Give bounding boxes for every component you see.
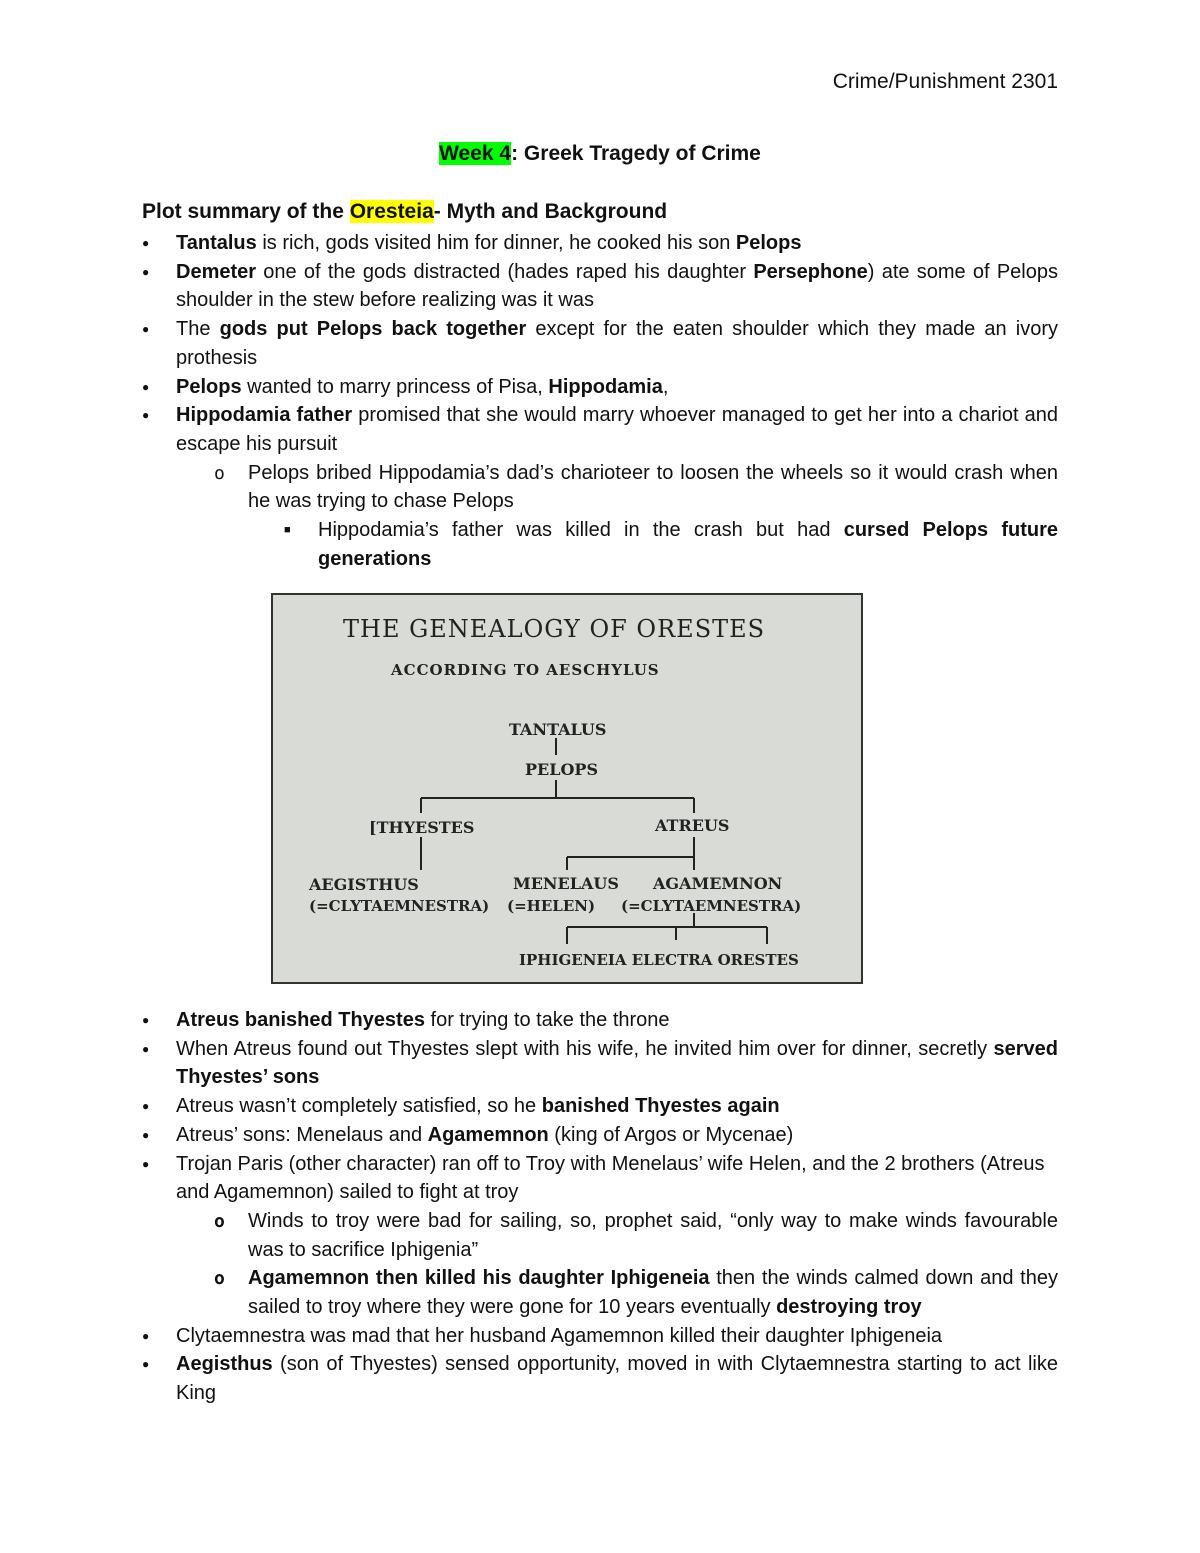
node-children: IPHIGENEIA ELECTRA ORESTES <box>519 951 799 969</box>
list-item-bold: Tantalus <box>176 232 257 254</box>
list-item-bold: Pelops <box>735 232 802 254</box>
list-item-text: then the winds calmed down and they sailed to troy where they were gone for 10 years eventually <box>248 1267 1058 1319</box>
list-item <box>142 229 1058 258</box>
node-aegisthus: AEGISTHUS <box>309 875 419 894</box>
bullet-icon <box>142 373 176 404</box>
list-item-text: , <box>662 375 669 398</box>
node-tantalus: TANTALUS <box>509 720 607 739</box>
bullet-icon <box>142 1322 176 1353</box>
list-item-text: Trojan Paris (other character) ran off to Troy with Menelaus’ wife Helen, and the 2 brothers (Atreus and Agamemnon) sailed to fight at troy <box>176 1152 1045 1204</box>
list-item-text: wanted to marry princess of Pisa, <box>241 375 549 398</box>
list-item-bold: Aegisthus <box>176 1353 273 1376</box>
list-item-text: one of the gods distracted (hades raped his daughter <box>256 260 754 283</box>
list-item <box>142 1121 1058 1150</box>
page-title <box>0 142 1200 166</box>
node-spouse-clytaemnestra-2: (=CLYTAEMNESTRA) <box>621 897 802 915</box>
bullet-icon <box>142 401 176 432</box>
list-item-bold: Hippodamia father <box>176 404 353 427</box>
section-suffix: - Myth and Background <box>433 200 668 223</box>
plot-list-1 <box>142 229 1058 573</box>
list-item <box>142 459 1058 516</box>
page-header: Crime/Punishment 2301 <box>832 70 1058 93</box>
bullet-icon <box>142 1092 176 1123</box>
list-item-text: Clytaemnestra was mad that her husband Agamemnon killed their daughter Iphigeneia <box>176 1324 943 1347</box>
list-item-bold: gods put Pelops back together <box>219 318 527 341</box>
list-item-text: Hippodamia’s father was killed in the crash but had <box>318 519 844 542</box>
bullet-icon <box>142 1150 176 1181</box>
list-item-bold: Pelops <box>176 375 242 398</box>
section-heading <box>142 200 667 224</box>
node-pelops: PELOPS <box>525 760 598 779</box>
bullet-icon <box>142 258 176 289</box>
list-item <box>142 516 1058 573</box>
bullet-icon <box>142 1035 176 1066</box>
node-thyestes: [THYESTES <box>369 818 475 837</box>
list-item <box>142 1264 1058 1321</box>
bullet-icon <box>142 1006 176 1037</box>
node-atreus: ATREUS <box>655 816 730 835</box>
week-label: Week 4 <box>439 142 512 165</box>
list-item-text: Atreus’ sons: Menelaus and <box>176 1123 428 1146</box>
list-item <box>142 373 1058 402</box>
plot-list-2 <box>142 1006 1058 1408</box>
list-item <box>142 1322 1058 1351</box>
list-item-bold: Persephone <box>753 260 868 283</box>
list-item-text: ) ate some of Pelops shoulder in the stew before realizing was it was <box>176 260 1058 312</box>
genealogy-tree <box>273 595 861 982</box>
list-item-bold: cursed Pelops future generations <box>318 519 1059 570</box>
list-item-bold: banished Thyestes again <box>541 1095 780 1118</box>
genealogy-figure <box>271 593 863 984</box>
list-item-text: (son of Thyestes) sensed opportunity, moved in with Clytaemnestra starting to act like King <box>176 1353 1058 1405</box>
list-item <box>142 1207 1058 1264</box>
list-item-text: Pelops bribed Hippodamia’s dad’s charioteer to loosen the wheels so it would crash when he was trying to chase Pelops <box>248 461 1058 513</box>
list-item-text: (king of Argos or Mycenae) <box>548 1123 794 1146</box>
list-item-text: The <box>176 318 220 341</box>
list-item-bold: Demeter <box>176 260 257 283</box>
list-item <box>142 1350 1058 1407</box>
circle-bullet-icon <box>214 1207 248 1237</box>
list-item-text: for trying to take the throne <box>424 1009 670 1031</box>
figure-title: THE GENEALOGY OF ORESTES <box>343 615 766 643</box>
node-agamemnon: AGAMEMNON <box>653 874 783 893</box>
list-item <box>142 1035 1058 1092</box>
list-item-text: except for the eaten shoulder which they made an ivory prothesis <box>176 318 1058 369</box>
list-item-text: promised that she would marry whoever managed to get her into a chariot and escape his pursuit <box>176 404 1059 455</box>
node-spouse-clytaemnestra-1: (=CLYTAEMNESTRA) <box>309 897 490 915</box>
list-item-bold: Hippodamia <box>548 375 663 398</box>
list-item-bold: served Thyestes’ sons <box>176 1037 1058 1089</box>
list-item <box>142 315 1058 372</box>
list-item <box>142 1092 1058 1121</box>
list-item-text: Winds to troy were bad for sailing, so, prophet said, “only way to make winds favourable was to sacrifice Iphigenia” <box>248 1209 1058 1261</box>
bullet-icon <box>142 1350 176 1381</box>
list-item-bold: Agamemnon then killed his daughter Iphigeneia <box>248 1267 710 1290</box>
section-prefix: Plot summary of the <box>142 200 350 223</box>
list-item-bold: destroying troy <box>776 1296 922 1319</box>
node-spouse-helen: (=HELEN) <box>507 897 596 915</box>
list-item-text: Atreus wasn’t completely satisfied, so he <box>176 1095 542 1118</box>
circle-bullet-icon <box>214 1264 248 1294</box>
figure-subtitle: ACCORDING TO AESCHYLUS <box>391 661 660 679</box>
list-item <box>142 1150 1058 1207</box>
list-item <box>142 401 1058 458</box>
list-item-text: When Atreus found out Thyestes slept with his wife, he invited him over for dinner, secretly <box>176 1037 994 1060</box>
circle-bullet-icon <box>214 459 248 489</box>
bullet-icon <box>142 1121 176 1152</box>
list-item-bold: Atreus banished Thyestes <box>176 1009 425 1031</box>
bullet-icon <box>142 229 176 260</box>
list-item-bold: Agamemnon <box>427 1123 549 1146</box>
title-text: : Greek Tragedy of Crime <box>511 142 761 165</box>
list-item <box>142 1006 1058 1035</box>
square-bullet-icon <box>284 516 318 548</box>
list-item-text: is rich, gods visited him for dinner, he cooked his son <box>256 232 736 254</box>
node-menelaus: MENELAUS <box>513 874 619 893</box>
bullet-icon <box>142 315 176 346</box>
section-highlight: Oresteia <box>349 200 434 223</box>
list-item <box>142 258 1058 315</box>
